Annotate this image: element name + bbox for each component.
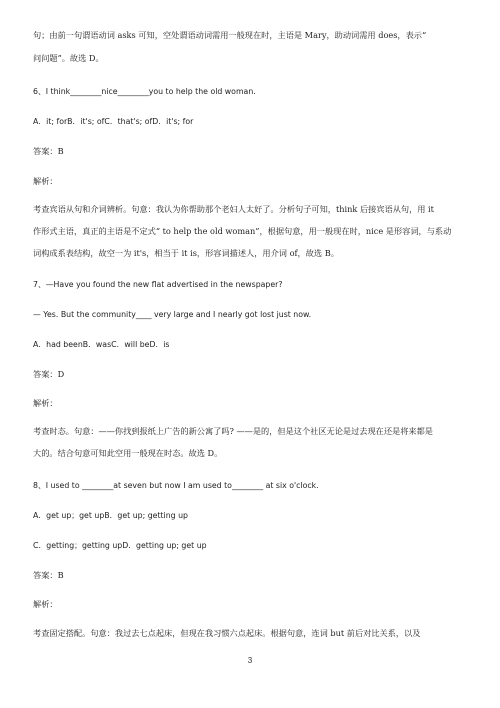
question-7: 7、—Have you found the new flat advertised in the newspaper? <box>33 280 283 289</box>
question-6-options: A．it; forB．it's; ofC．that's; ofD．it's; for <box>33 117 194 126</box>
question-7-reply: — Yes. But the community____ very large and I nearly got lost just now. <box>33 310 312 319</box>
text-line: 句；由前一句谓语动词 asks 可知，空处谓语动词需用一般现在时，主语是 Mary，助动词需用 does，表示“ <box>33 30 427 40</box>
analysis-label: 解析： <box>33 176 58 186</box>
text-line: 考查宾语从句和介词辨析。句意：我认为你帮助那个老妇人太好了。分析句子可知，think 后接宾语从句，用 it <box>33 204 434 214</box>
text-line: 问问题”。故选 D。 <box>33 53 104 63</box>
text-line: 大的。结合句意可知此空用一般现在时态。故选 D。 <box>33 448 223 458</box>
question-6: 6、I think________nice________you to help the old woman. <box>33 87 256 96</box>
analysis-label: 解析： <box>33 398 58 408</box>
page-number: 3 <box>247 656 253 665</box>
answer-label: 答案：B <box>33 570 64 580</box>
question-7-options: A．had beenB．wasC．will beD．is <box>33 340 170 349</box>
text-line: 作形式主语，真正的主语是不定式“ to help the old woman”，根据句意，用一般现在时，nice 是形容词，与系动 <box>33 226 452 236</box>
question-8: 8、I used to ________at seven but now I am used to________ at six o'clock. <box>33 481 319 490</box>
question-8-options-cd: C．getting；getting upD．getting up; get up <box>33 541 207 550</box>
analysis-label: 解析： <box>33 599 58 609</box>
answer-label: 答案：D <box>33 369 65 379</box>
answer-label: 答案：B <box>33 146 64 156</box>
text-line: 考查固定搭配。句意：我过去七点起床，但现在我习惯六点起床。根据句意，连词 but 前后对比关系，以及 <box>33 628 421 638</box>
text-line: 词构成系表结构，故空一为 it's，相当于 it is，形容词描述人，用介词 of，故选 B。 <box>33 248 339 258</box>
text-line: 考查时态。句意：——你找到报纸上广告的新公寓了吗? ——是的，但是这个社区无论是过去现在还是将来都是 <box>33 426 433 436</box>
question-8-options-ab: A．get up；get upB．get up; getting up <box>33 511 188 520</box>
